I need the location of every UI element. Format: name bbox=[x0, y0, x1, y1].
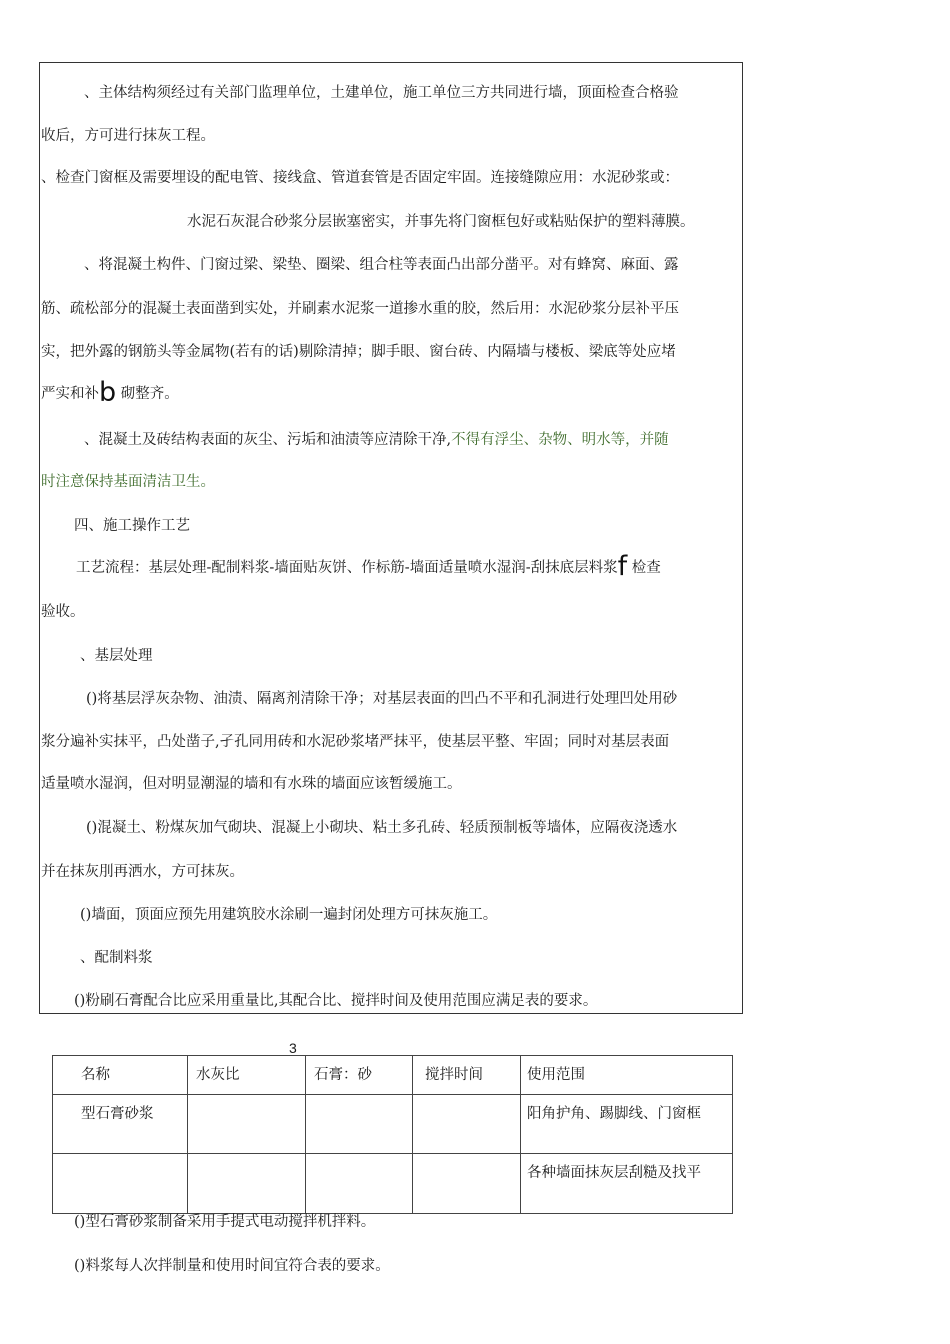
table-header-usage: 使用范围 bbox=[527, 1067, 585, 1083]
table-header-gypsum-sand: 石膏：砂 bbox=[314, 1067, 372, 1083]
base-item-3: ()墙面，顶面应预先用建筑胶水涂刷一遍封闭处理方可抹灰施工。 bbox=[80, 907, 498, 923]
table-cell-mix-time bbox=[413, 1154, 520, 1166]
paragraph-1-line-1: 、主体结构须经过有关部门监理单位，土建单位，施工单位三方共同进行墙，顶面检查合格验 bbox=[84, 85, 679, 101]
table-header-water-ratio: 水灰比 bbox=[196, 1067, 240, 1083]
after-table-item-2: ()料浆每人次拌制量和使用时间宜符合表的要求。 bbox=[74, 1258, 390, 1274]
paragraph-4-black-text: 、混凝土及砖结构表面的灰尘、污垢和油渍等应清除干净, bbox=[84, 432, 452, 448]
table-header-mix-time: 搅拌时间 bbox=[425, 1067, 483, 1083]
table-cell-usage: 各种墙面抹灰层刮糙及找平 bbox=[527, 1165, 701, 1181]
process-flow-text: 工艺流程：基层处理-配制料浆-墙面贴灰饼、作标筋-墙面适量喷水湿润-刮抹底层料浆 bbox=[76, 560, 618, 576]
table-header-row bbox=[53, 1056, 733, 1095]
after-table-item-1: ()型石膏砂浆制备采用手提式电动搅拌机拌料。 bbox=[74, 1214, 376, 1230]
paragraph-3-line-2: 筋、疏松部分的混凝土表面凿到实处，并刷素水泥浆一道掺水重的胶，然后用：水泥砂浆分层补平压 bbox=[41, 301, 679, 317]
paragraph-2-line-1: 、检查门窗框及需要埋设的配电管、接线盒、管道套管是否固定牢固。连接缝隙应用：水泥砂浆或： bbox=[41, 170, 679, 186]
section-heading-4: 四、施工操作工艺 bbox=[74, 518, 190, 534]
stray-letter-f: f bbox=[617, 551, 628, 582]
paragraph-3-line-1: 、将混凝土构件、门窗过梁、梁垫、圈梁、组合柱等表面凸出部分凿平。对有蜂窝、麻面、露 bbox=[84, 257, 679, 273]
table-cell-mix-time bbox=[413, 1095, 520, 1107]
paragraph-3-line-4 bbox=[41, 377, 179, 408]
paragraph-3-text-b: 砌整齐。 bbox=[120, 386, 179, 402]
mix-item-1: ()粉刷石膏配合比应采用重量比,其配合比、搅拌时间及使用范围应满足表的要求。 bbox=[74, 993, 598, 1009]
stray-letter-b: b bbox=[99, 377, 117, 408]
gypsum-mortar-table bbox=[52, 1055, 733, 1214]
table-row bbox=[53, 1095, 733, 1154]
paragraph-3-text-a: 严实和补 bbox=[41, 386, 99, 402]
table-cell-water-ratio bbox=[188, 1095, 305, 1107]
page-number: 3 bbox=[289, 1040, 297, 1056]
paragraph-4-green-text: 不得有浮尘、杂物、明水等，并随 bbox=[451, 432, 669, 448]
process-flow-line-2: 验收。 bbox=[41, 604, 85, 620]
base-item-1-line-2: 浆分遍补实抹平，凸处凿子,孑孔同用砖和水泥砂浆堵严抹平，使基层平整、牢固；同时对基层表面 bbox=[41, 734, 670, 750]
subsection-base-treatment: 、基层处理 bbox=[80, 648, 153, 664]
table-cell-water-ratio bbox=[188, 1154, 305, 1166]
paragraph-4-line-2: 时注意保持基面清洁卫生。 bbox=[41, 474, 215, 490]
paragraph-3-line-3: 实，把外露的钢筋头等金属物(若有的话)剔除清掉；脚手眼、窗台砖、内隔墙与楼板、梁底等处应堵 bbox=[41, 344, 676, 360]
table-cell-name bbox=[53, 1154, 187, 1166]
table-cell-name: 型石膏砂浆 bbox=[81, 1106, 154, 1122]
table-cell-usage: 阳角护角、踢脚线、门窗框 bbox=[527, 1106, 701, 1122]
base-item-1-line-3: 适量喷水湿润，但对明显潮湿的墙和有水珠的墙面应该暂缓施工。 bbox=[41, 776, 462, 792]
base-item-2-line-1: ()混凝土、粉煤灰加气砌块、混凝上小砌块、粘土多孔砖、轻质预制板等墙体，应隔夜浇透水 bbox=[86, 820, 678, 836]
paragraph-4-line-1 bbox=[84, 430, 669, 450]
subsection-mix-slurry: 、配制料浆 bbox=[80, 950, 153, 966]
process-flow-end: 检查 bbox=[631, 560, 661, 576]
process-flow-line-1 bbox=[76, 551, 661, 582]
paragraph-1-line-2: 收后，方可进行抹灰工程。 bbox=[41, 128, 215, 144]
table-cell-gypsum-sand bbox=[306, 1095, 412, 1107]
table-row bbox=[53, 1154, 733, 1214]
paragraph-2-line-2: 水泥石灰混合砂浆分层嵌塞密实，并事先将门窗框包好或粘贴保护的塑料薄膜。 bbox=[187, 214, 695, 230]
base-item-2-line-2: 并在抹灰刖再洒水，方可抹灰。 bbox=[41, 864, 244, 880]
table-cell-gypsum-sand bbox=[306, 1154, 412, 1166]
base-item-1-line-1: ()将基层浮灰杂物、油渍、隔离剂清除干净；对基层表面的凹凸不平和孔洞进行处理凹处用砂 bbox=[86, 691, 678, 707]
table-header-name: 名称 bbox=[81, 1067, 110, 1083]
